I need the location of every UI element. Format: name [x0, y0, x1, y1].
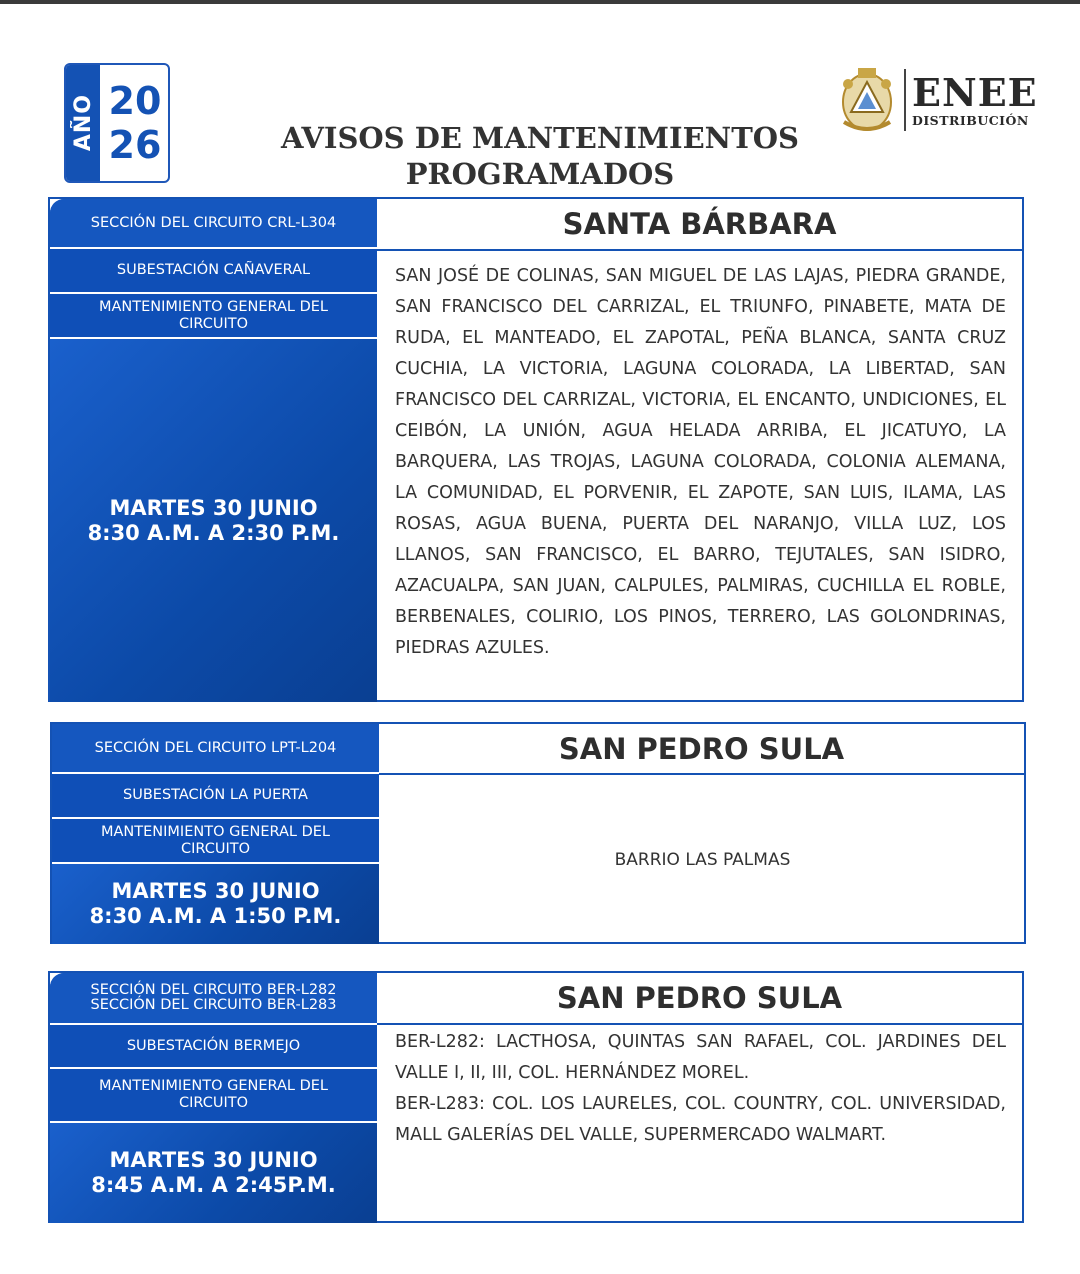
- maintenance-type: MANTENIMIENTO GENERAL DEL CIRCUITO: [50, 294, 377, 339]
- city-name: SANTA BÁRBARA: [377, 199, 1022, 251]
- year-badge: [64, 63, 170, 183]
- logo-name: ENEE: [912, 69, 1038, 115]
- maintenance-type: MANTENIMIENTO GENERAL DEL CIRCUITO: [50, 1069, 377, 1123]
- city-name: SAN PEDRO SULA: [379, 724, 1024, 775]
- circuit-section: SECCIÓN DEL CIRCUITO BER-L282 SECCIÓN DEL CIRCUITO BER-L283: [50, 973, 377, 1025]
- maintenance-type: MANTENIMIENTO GENERAL DEL CIRCUITO: [52, 819, 379, 864]
- notice-card-1: [48, 197, 1024, 702]
- enee-logo: [836, 60, 1046, 140]
- city-name: SAN PEDRO SULA: [377, 973, 1022, 1025]
- schedule: MARTES 30 JUNIO 8:30 A.M. A 1:50 P.M.: [52, 864, 379, 944]
- substation: SUBESTACIÓN LA PUERTA: [52, 774, 379, 819]
- year-bottom: 26: [108, 123, 162, 167]
- logo-subtitle: DISTRIBUCIÓN: [912, 112, 1029, 128]
- circuit-section: SECCIÓN DEL CIRCUITO CRL-L304: [50, 199, 377, 249]
- year-word: AÑO: [70, 94, 96, 152]
- notice-card-3: [48, 971, 1024, 1223]
- schedule: MARTES 30 JUNIO 8:30 A.M. A 2:30 P.M.: [50, 339, 377, 702]
- affected-areas: BARRIO LAS PALMAS: [614, 850, 791, 870]
- affected-areas: SAN JOSÉ DE COLINAS, SAN MIGUEL DE LAS LAJAS, PIEDRA GRANDE, SAN FRANCISCO DEL CARRIZAL, EL TRIUNFO, PINABETE, MATA DE RUDA, EL MANTEADO, EL ZAPOTAL, PEÑA BLANCA, SANTA CRUZ CUCHIA, LA VICTORIA, LAGUNA COLORADA, LA LIBERTAD, SAN FRANCISCO DEL CARRIZAL, VICTORIA, EL ENCANTO, UNDICIONES, EL CEIBÓN, LA UNIÓN, AGUA HELADA ARRIBA, EL JICATUYO, LA BARQUERA, LAS TROJAS, LAGUNA COLORADA, COLONIA ALEMANA, LA COMUNIDAD, EL PORVENIR, EL ZAPOTE, SAN LUIS, ILAMA, LAS ROSAS, AGUA BUENA, PUERTA DEL NARANJO, VILLA LUZ, LOS LLANOS, SAN FRANCISCO, EL BARRO, TEJUTALES, SAN ISIDRO, AZACUALPA, SAN JUAN, CALPULES, PALMIRAS, CUCHILLA EL ROBLE, BERBENALES, COLIRIO, LOS PINOS, TERRERO, LAS GOLONDRINAS, PIEDRAS AZULES.: [395, 266, 1006, 658]
- circuit-section: SECCIÓN DEL CIRCUITO LPT-L204: [52, 724, 379, 774]
- affected-areas: BER-L282: LACTHOSA, QUINTAS SAN RAFAEL, COL. JARDINES DEL VALLE I, II, III, COL. HERNÁNDEZ MOREL. BER-L283: COL. LOS LAURELES, COL. COUNTRY, COL. UNIVERSIDAD, MALL GALERÍAS DEL VALLE, SUPERMERCADO WALMART.: [395, 1032, 1006, 1145]
- substation: SUBESTACIÓN CAÑAVERAL: [50, 249, 377, 294]
- top-border: [0, 0, 1080, 4]
- schedule: MARTES 30 JUNIO 8:45 A.M. A 2:45P.M.: [50, 1123, 377, 1223]
- page-title: AVISOS DE MANTENIMIENTOS PROGRAMADOS: [281, 121, 799, 191]
- notice-card-2: [50, 722, 1026, 944]
- coat-of-arms-icon: [836, 62, 898, 138]
- substation: SUBESTACIÓN BERMEJO: [50, 1025, 377, 1069]
- year-top: 20: [108, 79, 162, 123]
